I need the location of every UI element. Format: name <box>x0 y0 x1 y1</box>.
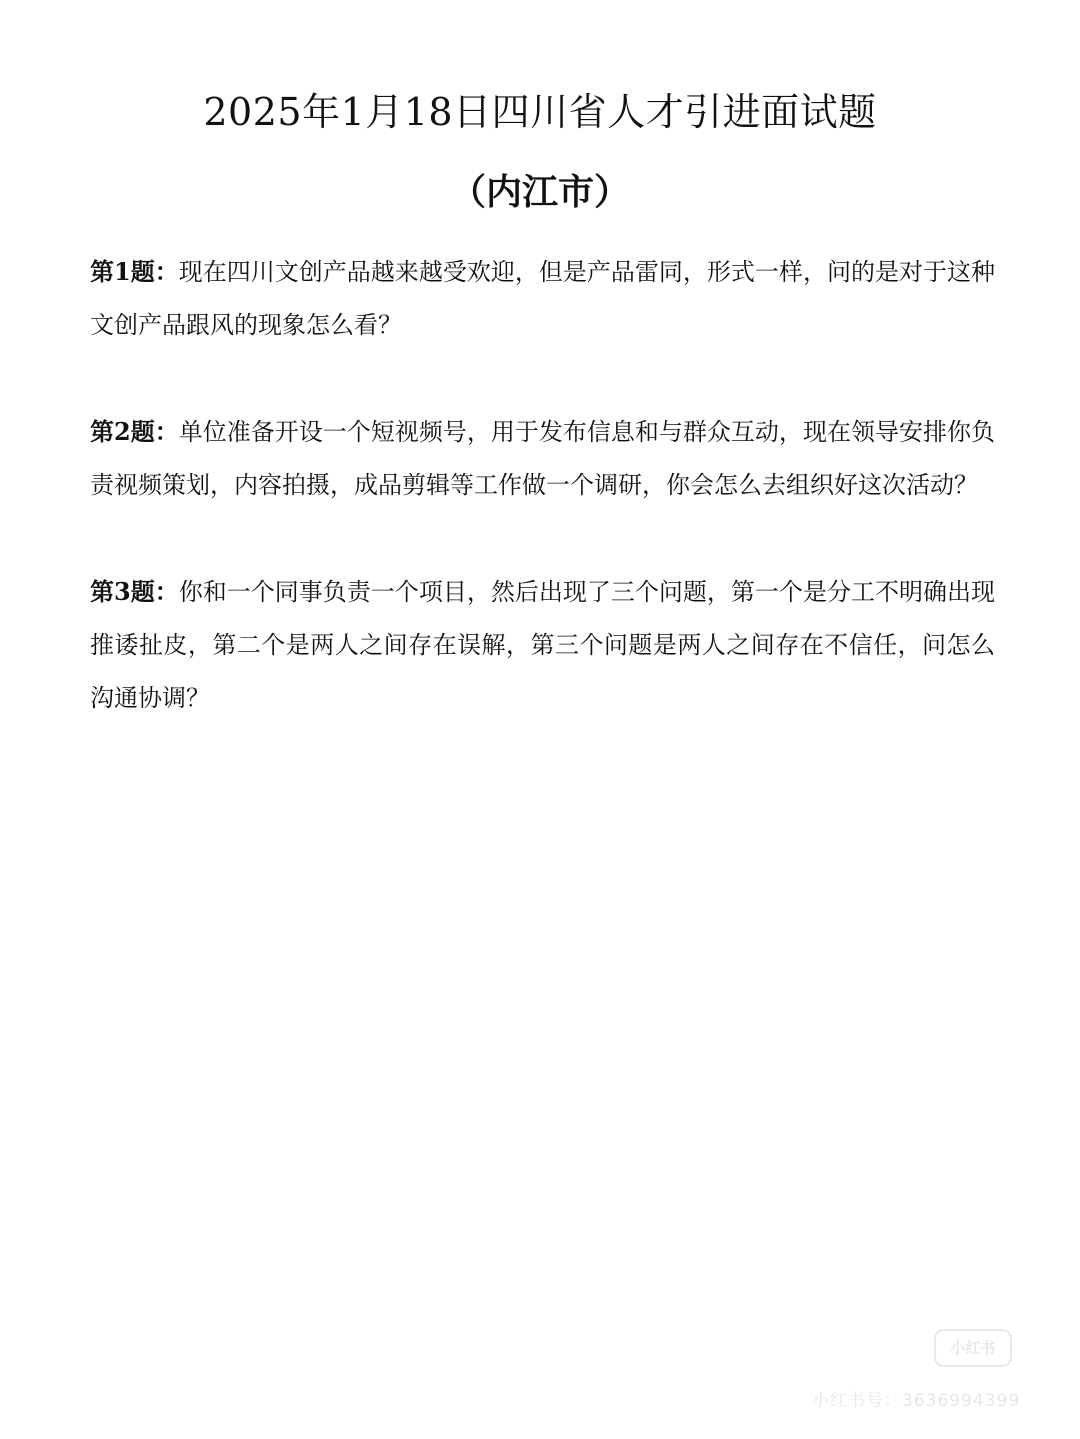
question-3 <box>90 565 995 725</box>
watermark <box>812 1329 1052 1419</box>
watermark-account: 小红书号：3636994399 <box>812 1391 1021 1411</box>
question-1-label: 第1题： <box>90 257 179 286</box>
question-2-text: 单位准备开设一个短视频号，用于发布信息和与群众互动，现在领导安排你负责视频策划，内容拍摄，成品剪辑等工作做一个调研，你会怎么去组织好这次活动？ <box>90 418 995 499</box>
question-1-text: 现在四川文创产品越来越受欢迎，但是产品雷同，形式一样，问的是对于这种文创产品跟风的现象怎么看？ <box>90 258 995 339</box>
watermark-logo: 小红书 <box>934 1329 1012 1367</box>
document-subtitle: （内江市） <box>449 171 630 213</box>
question-2 <box>90 405 995 512</box>
question-3-text: 你和一个同事负责一个项目，然后出现了三个问题，第一个是分工不明确出现推诿扯皮，第二个是两人之间存在误解，第三个问题是两人之间存在不信任，问怎么沟通协调？ <box>90 578 995 712</box>
question-2-label: 第2题： <box>90 417 179 446</box>
question-3-label: 第3题： <box>90 577 179 606</box>
question-1 <box>90 245 995 352</box>
document-title: 2025年1月18日四川省人才引进面试题 <box>203 90 877 134</box>
